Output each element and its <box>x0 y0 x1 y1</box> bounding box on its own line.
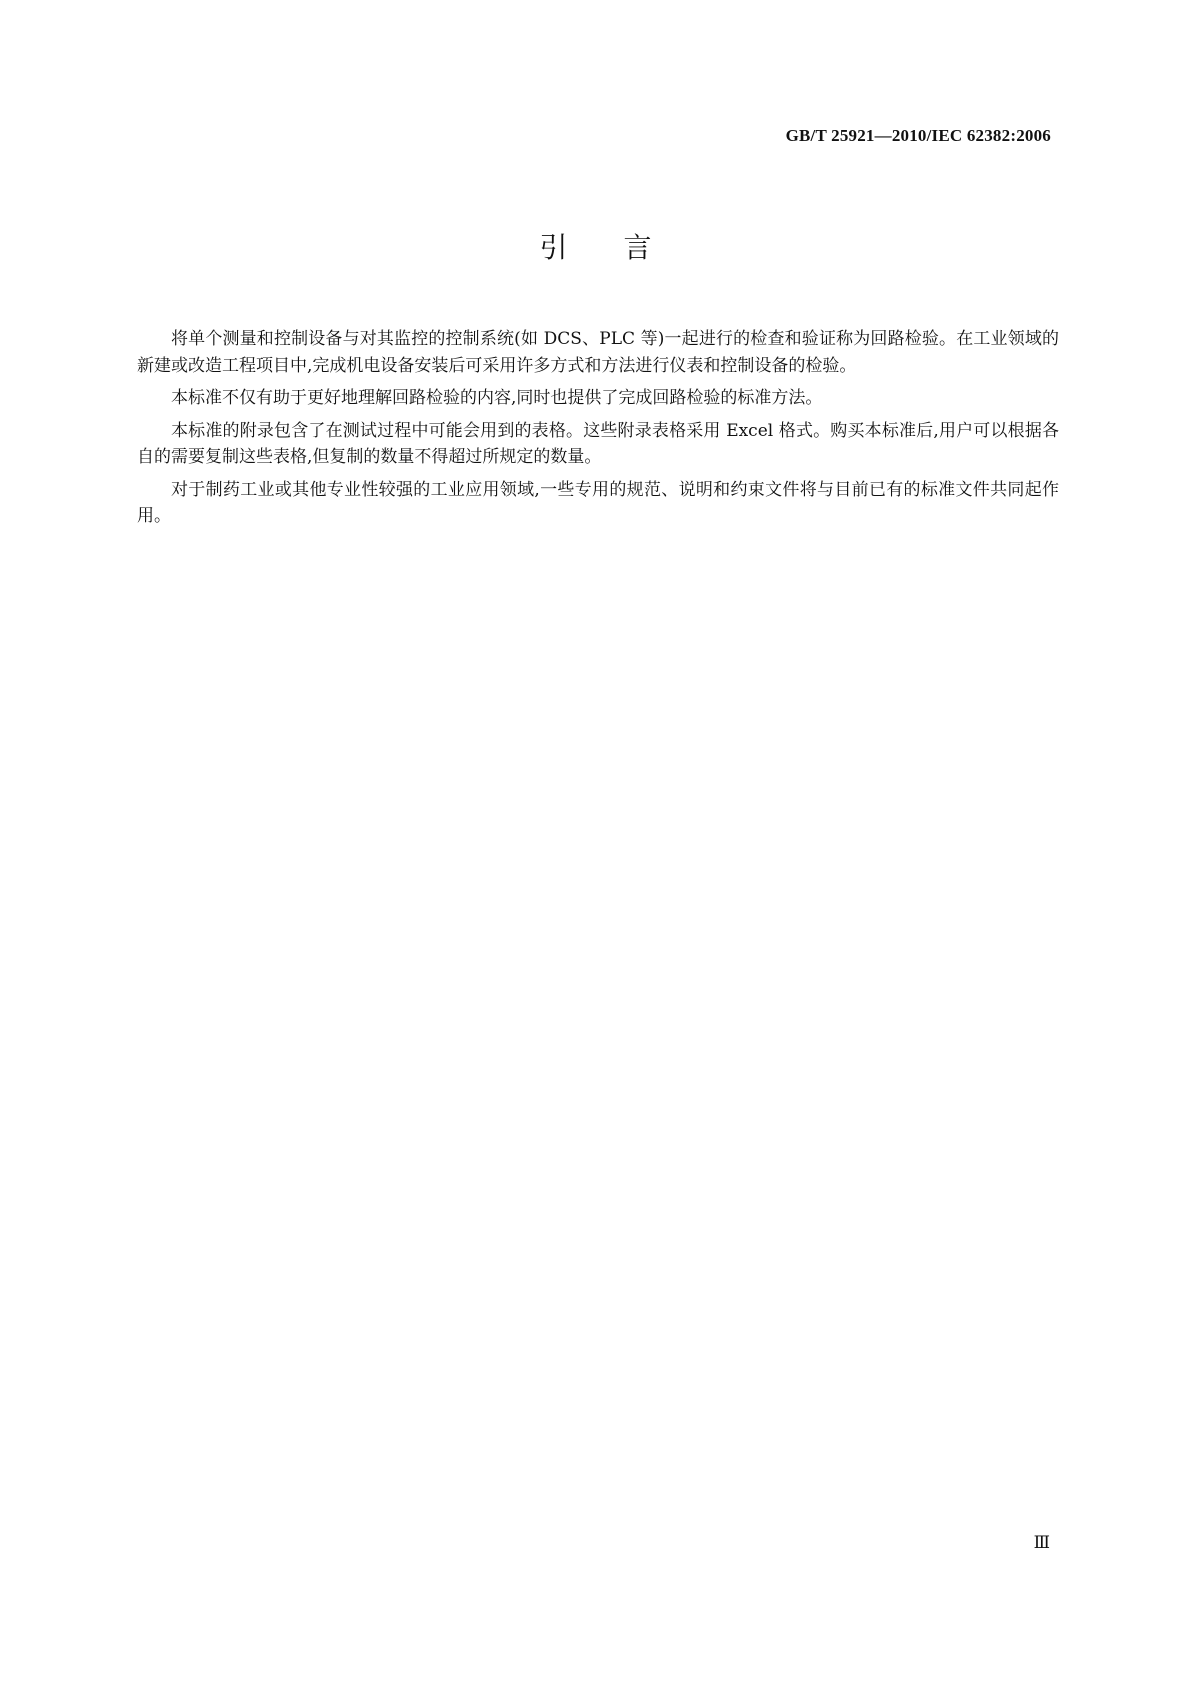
page-number: Ⅲ <box>1033 1533 1050 1552</box>
paragraph-3: 本标准的附录包含了在测试过程中可能会用到的表格。这些附录表格采用 Excel 格式。购买本标准后,用户可以根据各自的需要复制这些表格,但复制的数量不得超过所规定的数量。 <box>137 420 1059 467</box>
paragraph-4: 对于制药工业或其他专业性较强的工业应用领域,一些专用的规范、说明和约束文件将与目前已有的标准文件共同起作用。 <box>137 479 1059 526</box>
paragraph-1: 将单个测量和控制设备与对其监控的控制系统(如 DCS、PLC 等)一起进行的检查和验证称为回路检验。在工业领域的新建或改造工程项目中,完成机电设备安装后可采用许多方式和方法进行仪表和控制设备的检验。 <box>137 329 1059 376</box>
section-title: 引言 <box>539 231 708 264</box>
introduction-body <box>137 326 1059 536</box>
paragraph-2: 本标准不仅有助于更好地理解回路检验的内容,同时也提供了完成回路检验的标准方法。 <box>171 388 823 408</box>
standard-code-header: GB/T 25921—2010/IEC 62382:2006 <box>785 126 1051 145</box>
